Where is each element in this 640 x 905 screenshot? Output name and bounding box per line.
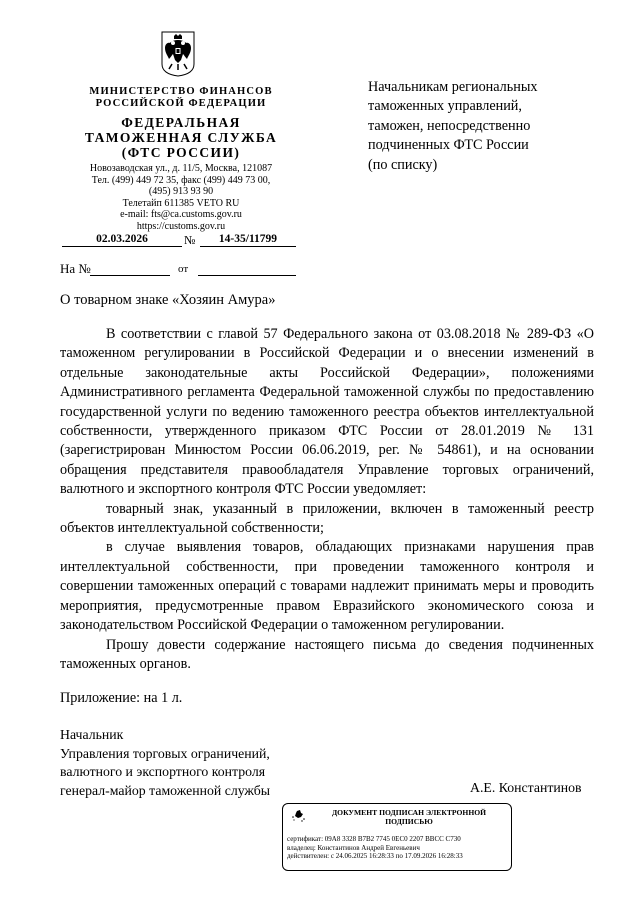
signer-position-line: валютного и экспортного контроля [60,764,266,780]
outgoing-number: 14-35/11799 [200,232,296,247]
phone-fax: Тел. (499) 449 72 35, факс (499) 449 73 00, [91,174,271,186]
signer-position-line: генерал-майор таможенной службы [60,782,271,798]
ministry-line: РОССИЙСКОЙ ФЕДЕРАЦИИ [95,98,267,109]
service-line: ТАМОЖЕННАЯ СЛУЖБА [84,130,278,145]
service-line: (ФТС РОССИИ) [121,145,241,160]
contact-info [62,163,300,233]
e-signature-stamp [282,803,512,871]
teletype: Телетайп 611385 VETO RU [122,197,240,209]
body-paragraph: в случае выявления товаров, обладающих признаками нарушения прав интеллектуальной собственности, при проведении таможенного контроля и совершении таможенных операций с товарами надлежит принимать меры и проводить мероприятия, предусмотренные правом Евразийского экономического союза и законодательством Российской Федерации о таможенном регулировании. [60,539,594,634]
incoming-number-label: На № [60,261,91,276]
coat-of-arms-icon [160,30,196,78]
addressee-line: таможенных управлений, [368,98,522,115]
body-paragraph: товарный знак, указанный в приложении, включен в таможенный реестр объектов интеллектуальной собственности; [60,500,594,537]
email-link[interactable]: e-mail: fts@ca.customs.gov.ru [120,209,242,221]
addressee-line: таможен, непосредственно [368,117,531,134]
phone: (495) 913 93 90 [148,186,214,198]
ministry-name [62,86,300,110]
body-paragraph: В соответствии с главой 57 Федерального закона от 03.08.2018 № 289-ФЗ «О таможенном регулировании в Российской Федерации и о внесении изменений в отдельные законодательные акты Российской Федерации», положениями Административного регламента Федеральной таможенной службы по предоставлению государственной услуги по ведению таможенного реестра объектов интеллектуальной собственности, утвержденного приказом ФТС России от 28.01.2019 № 131 (зарегистрирован Минюстом России 06.06.2019, рег. № 54861), и на основании обращения представителя правообладателя Управление торговых ограничений, валютного и экспортного контроля ФТС России уведомляет: [60,326,594,498]
address: Новозаводская ул., д. 11/5, Москва, 121087 [89,163,273,174]
certificate-owner: владелец: Константинов Андрей Евгеньевич [287,843,420,852]
number-label: № [184,233,196,247]
stamp-title [313,808,505,826]
body-paragraph: Прошу довести содержание настоящего письма до сведения подчиненных таможенных органов. [60,636,594,672]
incoming-number-field [90,261,170,276]
signer-position-line: Управления торговых ограничений, [60,745,270,761]
stamp-info [287,835,509,861]
certificate-number: сертификат: 09A8 3328 B7B2 7745 0EC0 2207 BBCC C730 [287,835,461,843]
service-line: ФЕДЕРАЛЬНАЯ [121,115,241,130]
ministry-line: МИНИСТЕРСТВО ФИНАНСОВ [89,86,273,97]
stamp-title-line: ПОДПИСЬЮ [385,817,433,826]
addressee-line: подчиненных ФТС России [368,137,529,154]
attachment-note: Приложение: на 1 л. [60,690,183,706]
signer-position-line: Начальник [60,727,124,742]
website-link[interactable]: https://customs.gov.ru [136,220,226,232]
incoming-date-field [198,261,296,276]
certificate-validity: действителен: с 24.06.2025 16:28:33 по 17.09.2026 16:28:33 [287,852,463,861]
letter-body [60,325,594,674]
stamp-title-line: ДОКУМЕНТ ПОДПИСАН ЭЛЕКТРОННОЙ [331,808,487,817]
addressee-line: (по списку) [368,156,438,173]
incoming-date-label: от [178,263,189,275]
signature-emblem-icon [291,809,307,823]
signer-name: А.Е. Константинов [470,780,582,795]
signer-position [60,726,270,800]
letter-subject: О товарном знаке «Хозяин Амура» [60,292,276,308]
service-name [62,115,300,160]
addressee-line: Начальникам региональных [368,79,538,95]
outgoing-date: 02.03.2026 [62,232,182,247]
addressee [368,78,598,175]
